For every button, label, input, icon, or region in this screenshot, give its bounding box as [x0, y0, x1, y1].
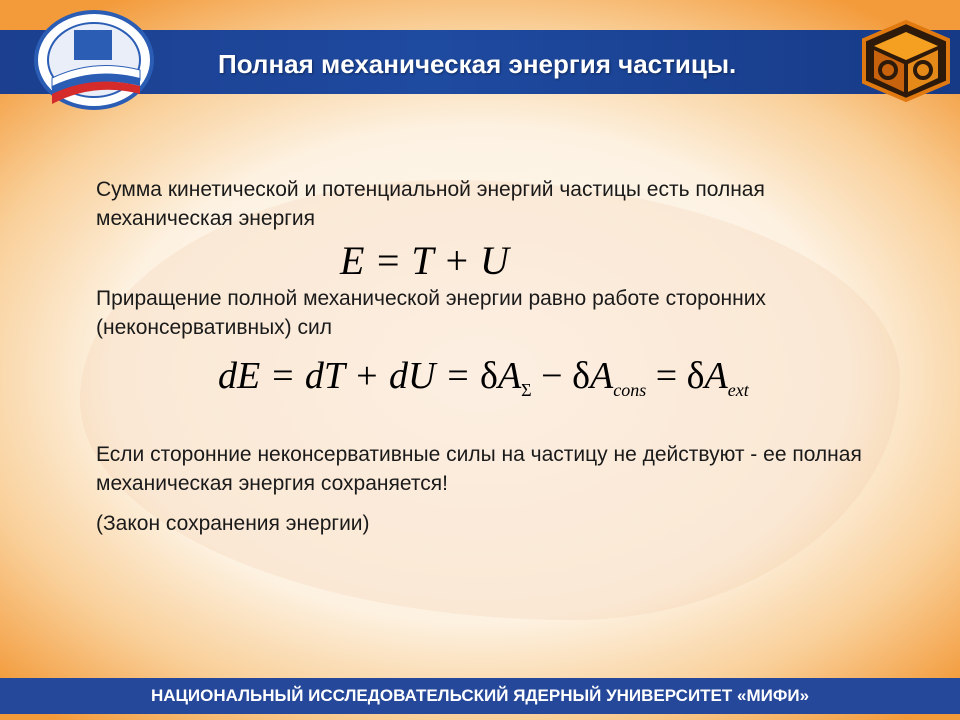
work-term: A: [497, 355, 522, 397]
mephi-logo: [32, 8, 164, 116]
work-term: A: [589, 355, 614, 397]
cons-subscript: cons: [613, 380, 647, 400]
cube-logo: [858, 18, 954, 104]
paragraph-conservation-condition: Если сторонние неконсервативные силы на частицу не действуют - ее полная механическая энергия сохраняется!: [96, 443, 862, 495]
formula-total-energy: E = T + U: [340, 238, 509, 283]
ext-subscript: ext: [727, 380, 749, 400]
delta-symbol: δ: [686, 355, 705, 397]
minus-sign: −: [531, 355, 573, 397]
slide-title: Полная механическая энергия частицы.: [218, 49, 737, 79]
paragraph-conservation-law: (Закон сохранения энергии): [96, 512, 370, 535]
equals-sign: =: [646, 355, 687, 397]
work-term: A: [704, 355, 728, 397]
delta-symbol: δ: [572, 355, 590, 397]
formula-lhs: dE = dT + dU =: [218, 355, 481, 397]
sigma-subscript: Σ: [521, 380, 532, 400]
footer-university-name: НАЦИОНАЛЬНЫЙ ИССЛЕДОВАТЕЛЬСКИЙ ЯДЕРНЫЙ УНИВЕРСИТЕТ «МИФИ»: [150, 686, 810, 705]
delta-symbol: δ: [480, 355, 498, 397]
paragraph-energy-sum: Сумма кинетической и потенциальной энергий частицы есть полная механическая энергия: [96, 178, 765, 230]
formula-energy-work: [218, 352, 749, 414]
paragraph-energy-increment: Приращение полной механической энергии равно работе сторонних (неконсервативных) сил: [96, 287, 766, 339]
